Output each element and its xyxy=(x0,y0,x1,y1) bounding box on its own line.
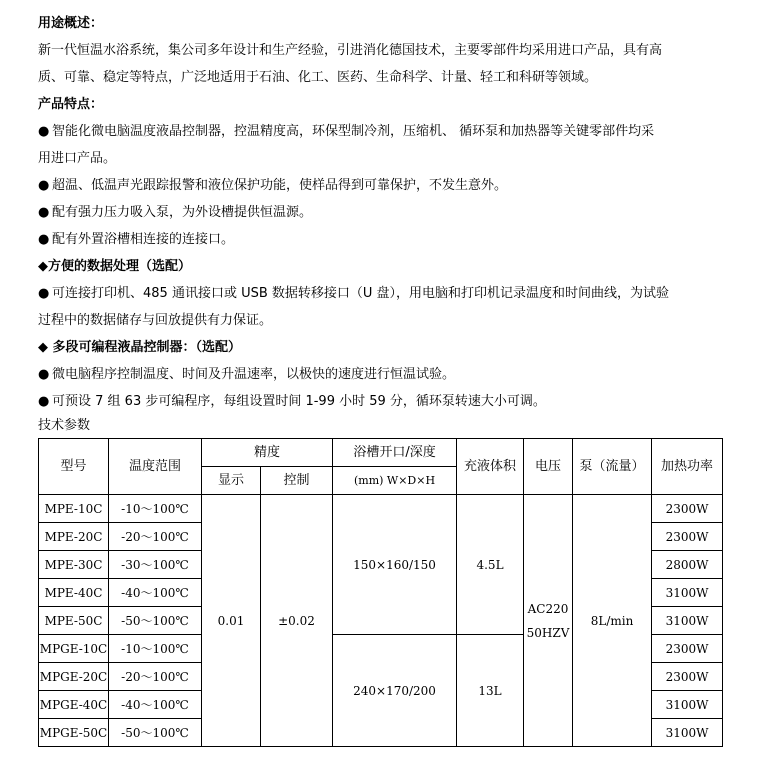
range-cell: -20～100℃ xyxy=(109,523,202,551)
feature-item-3 xyxy=(38,199,728,226)
header-display: 显示 xyxy=(202,467,261,495)
feature-item-2-text: 超温、低温声光跟踪报警和液位保护功能，使样品得到可靠保护，不发生意外。 xyxy=(52,178,508,193)
control-accuracy-cell: ±0.02 xyxy=(261,495,333,747)
voltage-cell xyxy=(524,495,573,747)
tech-caption: 技术参数 xyxy=(38,418,91,433)
power-cell: 2300W xyxy=(652,663,723,691)
data-processing-heading: ◆方便的数据处理（选配） xyxy=(38,259,191,274)
table-row xyxy=(39,495,723,523)
volume-mpe-cell: 4.5L xyxy=(457,495,524,635)
range-cell: -20～100℃ xyxy=(109,663,202,691)
spec-table xyxy=(38,438,723,747)
bullet-icon: ● xyxy=(38,178,50,193)
feature-item-1-cont: 用进口产品。 xyxy=(38,151,117,166)
data-processing-item-1-text: 可连接打印机、485 通讯接口或 USB 数据转移接口（U 盘），用电脑和打印机记录温度和时间曲线，为试验 xyxy=(52,286,670,301)
range-cell: -30～100℃ xyxy=(109,551,202,579)
pump-cell: 8L/min xyxy=(573,495,652,747)
power-cell: 2300W xyxy=(652,635,723,663)
voltage-line-1: AC220 xyxy=(527,601,569,616)
model-cell: MPE-20C xyxy=(39,523,109,551)
header-bath: 浴槽开口/深度 xyxy=(333,439,457,467)
controller-item-2 xyxy=(38,388,728,415)
range-cell: -10～100℃ xyxy=(109,635,202,663)
header-power: 加热功率 xyxy=(652,439,723,495)
range-cell: -10～100℃ xyxy=(109,495,202,523)
model-cell: MPGE-10C xyxy=(39,635,109,663)
range-cell: -50～100℃ xyxy=(109,607,202,635)
voltage-line-2: 50HZV xyxy=(526,625,570,640)
power-cell: 3100W xyxy=(652,719,723,747)
power-cell: 2300W xyxy=(652,523,723,551)
header-row xyxy=(39,439,723,467)
usage-heading: 用途概述： xyxy=(38,16,104,31)
bullet-icon: ● xyxy=(38,394,50,409)
bath-size-mpge-cell: 240×170/200 xyxy=(333,635,457,747)
power-cell: 3100W xyxy=(652,691,723,719)
header-temp-range: 温度范围 xyxy=(109,439,202,495)
bath-size-mpe-cell: 150×160/150 xyxy=(333,495,457,635)
controller-item-1 xyxy=(38,361,728,388)
model-cell: MPE-50C xyxy=(39,607,109,635)
controller-heading: ◆ 多段可编程液晶控制器：（选配） xyxy=(38,340,242,355)
header-model: 型号 xyxy=(39,439,109,495)
model-cell: MPGE-50C xyxy=(39,719,109,747)
header-volume: 充液体积 xyxy=(457,439,524,495)
feature-item-3-text: 配有强力压力吸入泵，为外设槽提供恒温源。 xyxy=(52,205,313,220)
usage-line-2: 质、可靠、稳定等特点，广泛地适用于石油、化工、医药、生命科学、计量、轻工和科研等领域。 xyxy=(38,70,598,85)
header-pump: 泵（流量） xyxy=(573,439,652,495)
feature-item-1-text: 智能化微电脑温度液晶控制器，控温精度高，环保型制冷剂，压缩机、 循环泵和加热器等关键零部件均采 xyxy=(52,124,655,139)
feature-item-1 xyxy=(38,118,728,145)
range-cell: -40～100℃ xyxy=(109,691,202,719)
model-cell: MPE-10C xyxy=(39,495,109,523)
feature-item-4-text: 配有外置浴槽相连接的连接口。 xyxy=(52,232,235,247)
controller-item-1-text: 微电脑程序控制温度、时间及升温速率，以极快的速度进行恒温试验。 xyxy=(52,367,456,382)
power-cell: 3100W xyxy=(652,607,723,635)
header-control: 控制 xyxy=(261,467,333,495)
model-cell: MPGE-20C xyxy=(39,663,109,691)
bullet-icon: ● xyxy=(38,205,50,220)
power-cell: 2800W xyxy=(652,551,723,579)
header-voltage: 电压 xyxy=(524,439,573,495)
bullet-icon: ● xyxy=(38,232,50,247)
bullet-icon: ● xyxy=(38,367,50,382)
model-cell: MPE-30C xyxy=(39,551,109,579)
feature-item-2 xyxy=(38,172,728,199)
controller-item-2-text: 可预设 7 组 63 步可编程序，每组设置时间 1-99 小时 59 分，循环泵转速大小可调。 xyxy=(52,394,546,409)
usage-line-1: 新一代恒温水浴系统，集公司多年设计和生产经验，引进消化德国技术，主要零部件均采用进口产品，具有高 xyxy=(38,43,663,58)
volume-mpge-cell: 13L xyxy=(457,635,524,747)
feature-item-4 xyxy=(38,226,728,253)
features-heading: 产品特点： xyxy=(38,97,104,112)
range-cell: -40～100℃ xyxy=(109,579,202,607)
model-cell: MPGE-40C xyxy=(39,691,109,719)
model-cell: MPE-40C xyxy=(39,579,109,607)
power-cell: 3100W xyxy=(652,579,723,607)
range-cell: -50～100℃ xyxy=(109,719,202,747)
display-accuracy-cell: 0.01 xyxy=(202,495,261,747)
data-processing-item-1 xyxy=(38,280,728,307)
header-accuracy: 精度 xyxy=(202,439,333,467)
power-cell: 2300W xyxy=(652,495,723,523)
bullet-icon: ● xyxy=(38,286,50,301)
data-processing-item-1-cont: 过程中的数据储存与回放提供有力保证。 xyxy=(38,313,273,328)
bullet-icon: ● xyxy=(38,124,50,139)
header-bath-unit: (mm) W×D×H xyxy=(333,467,457,495)
